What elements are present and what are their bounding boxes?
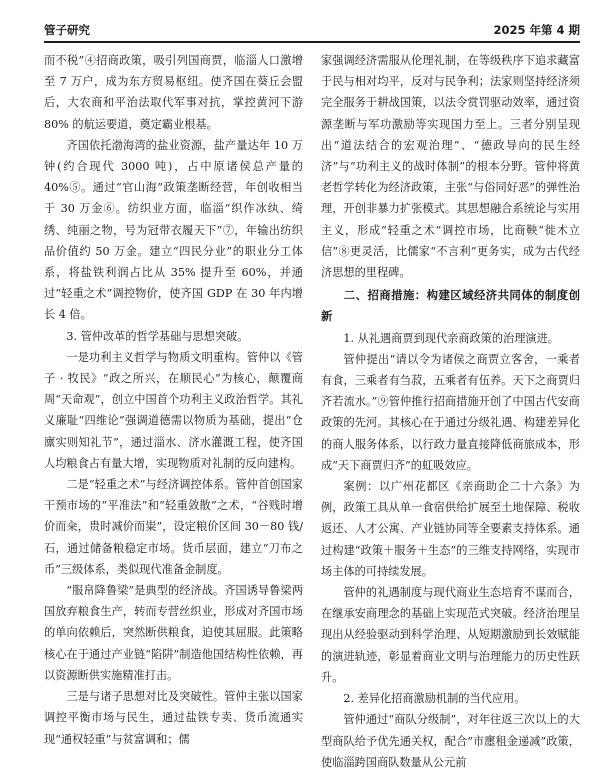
left-column [44,50,303,772]
subsection-heading: 3. 管仲改革的哲学基础与思想突破。 [66,329,249,343]
subsection-heading: 1. 从礼遇商贾到现代亲商政策的治理演进。 [343,331,559,345]
paragraph: 管仲的礼遇制度与现代商业生态培育不谋而合，在继承安商理念的基础上实现范式突破。经济治理呈现出从经验驱动到科学治理、从短期激励到长效赋能的演进轨迹，彰显着商业文明与治理能力的历史性跃升。 [321,586,580,684]
running-header [44,14,580,43]
paragraph: 而不税”④招商政策，吸引列国商贾，临淄人口激增至 7 万户，成为东方贸易枢纽。使齐国在葵丘会盟后，大农商和平治法取代军事对抗，掌控黄河下游 80% 的航运要道，奠定霸业根基。 [44,54,303,131]
paragraph: 管仲提出“请以令为诸侯之商贾立客舍，一乘者有食，三乘者有刍菽，五乘者有伍养。天下之商贾归齐若流水。”⑨管仲推行招商措施开创了中国古代安商政策的先河。其核心在于通过分级礼遇、构建差异化的商人服务体系，以行政力量直接降低商旅成本，形成“天下商贾归齐”的虹吸效应。 [321,352,580,472]
paragraph: 齐国依托渤海湾的盐业资源，盐产量达年 10 万钟(约合现代 3000 吨)，占中原诸侯总产量的 40%⑤。通过“官山海”政策垄断经营，年创收相当于 30 万金⑥。纺织业方面，临淄“织作冰纨、绮绣、纯丽之物，号为冠带衣履天下”⑦，年输出纺织品价值约 50 万金。建立“四民分业”的职业分工体系，将盐铁利润占比从 35% 提升至 60%，并通过“轻重之术”调控物价，使齐国 GDP 在 30 年内增长 4 倍。 [44,138,303,322]
issue-number: 2025 年第 4 期 [493,23,580,37]
two-column-body [44,50,580,772]
section-heading: 二、招商措施：构建区域经济共同体的制度创新 [321,288,580,324]
paragraph: 管仲通过“商队分级制”，对年往返三次以上的大型商队给予优先通关权，配合“市廛租金递减”政策，使临淄跨国商队数量从公元前 [321,713,580,769]
journal-name: 管子研究 [44,23,90,37]
paragraph: 家强调经济需服从伦理礼制，在等级秩序下追求藏富于民与相对均平，反对与民争利；法家则坚持经济须完全服务于耕战国策，以法令赏罚驱动效率，通过资源垄断与军功激励等实现国力至上。三者分别呈现出“道法结合的宏观治理”、“德政导向的民生经济”与“功利主义的战时体制”的根本分野。管仲将黄老哲学转化为经济政策，主张“与俗同好恶”的弹性治理，开创非暴力扩张模式。其思想融合系统论与实用主义，形成“轻重之术”调控市场，比商鞅“徙木立信”⑧更灵活，比儒家“不言利”更务实，成为古代经济思想的里程碑。 [321,54,580,280]
paragraph: 一是功利主义哲学与物质文明重构。管仲以《管子 · 牧民》“政之所兴，在顺民心”为核心，颠覆商周“天命观”，创立中国首个功利主义政治哲学。其礼义廉耻“四维论”强调道德需以物质为基础，提出“仓廪实则知礼节”，通过淄水、济水灌溉工程，使齐国人均粮食占有量大增，实现物质对礼制的反向建构。 [44,350,303,470]
right-column [321,50,580,772]
paragraph: 三是与诸子思想对比及突破性。管仲主张以国家调控平衡市场与民生，通过盐铁专卖、货币流通实现“通权轻重”与贫富调和；儒 [44,690,303,746]
paragraph: 二是“轻重之术”与经济调控体系。管仲首创国家干预市场的“平准法”和“轻重敛散”之术，“谷贱时增价而籴，贵时减价而粜”，设定粮价区间 30－80 钱/石，通过储备粮稳定市场。货币层面，建立“刀布之币”三级体系，类似现代准备金制度。 [44,478,303,576]
paragraph: “服帛降鲁梁”是典型的经济战。齐国诱导鲁梁两国放弃粮食生产，转而专营丝织业，形成对齐国市场的单向依赖后，突然断供粮食，迫使其屈服。此策略核心在于通过产业链“陷阱”制造他国结构性依赖，再以资源断供实施精准打击。 [44,584,303,682]
paragraph: 案例：以广州花都区《亲商助企二十六条》为例，政策工具从单一食宿供给扩展至土地保障、税收返还、人才公寓、产业链协同等全要素支持体系。通过构建“政策＋服务＋生态”的三维支持网络，实现市场主体的可持续发展。 [321,480,580,578]
subsection-heading: 2. 差异化招商激励机制的当代应用。 [343,692,526,706]
